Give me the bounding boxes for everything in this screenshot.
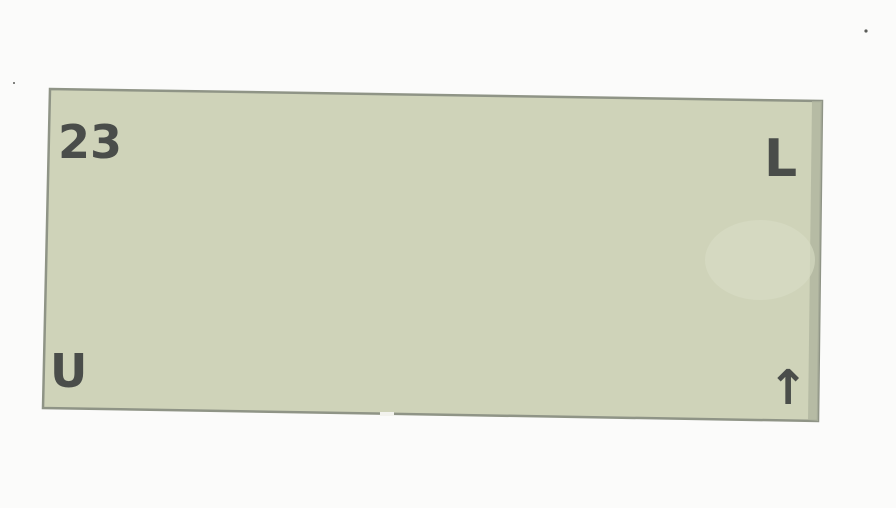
label-top-right: L xyxy=(764,129,798,189)
label-bottom-left: U xyxy=(50,344,88,398)
label-top-left: 23 xyxy=(58,115,123,169)
edge-chip xyxy=(380,412,394,416)
glass-slide xyxy=(43,89,822,421)
label-bottom-right: ↑ xyxy=(768,360,809,416)
glare xyxy=(705,220,815,300)
dust-speck xyxy=(864,29,867,32)
dust-speck xyxy=(13,82,15,84)
